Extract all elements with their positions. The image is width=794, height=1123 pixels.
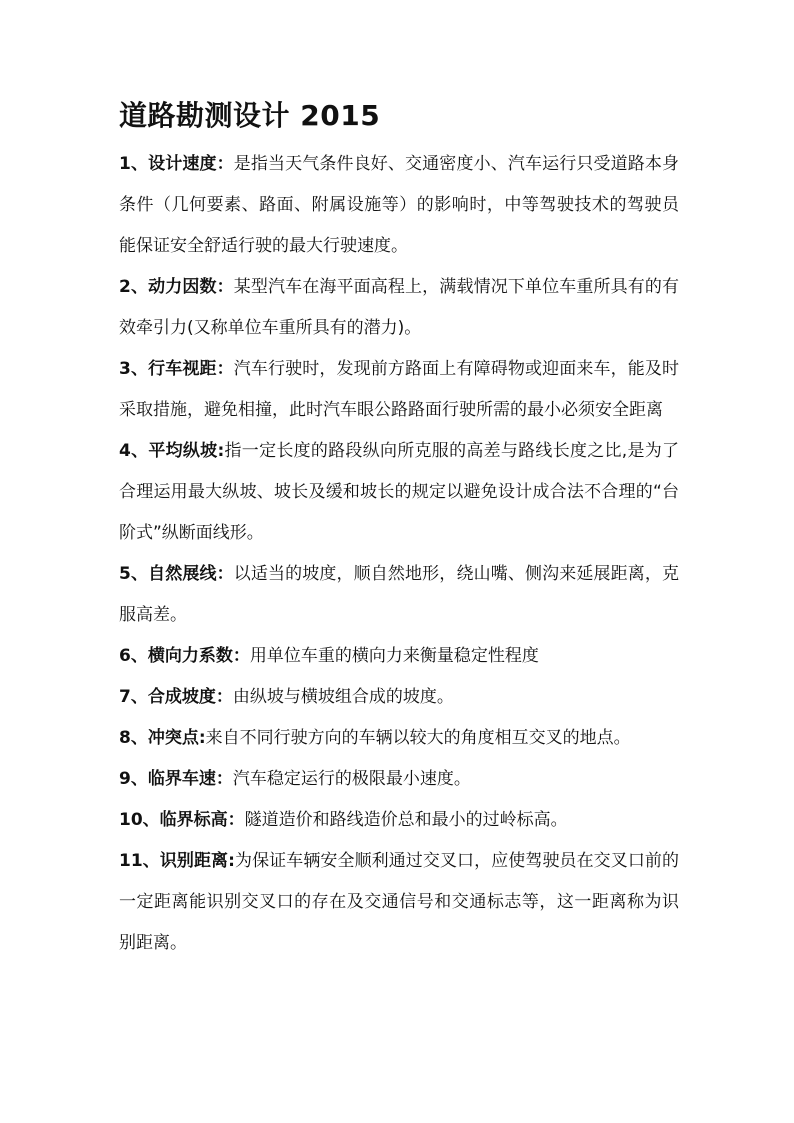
definition-term: 7、合成坡度：	[119, 687, 233, 707]
definition-entry	[119, 636, 679, 677]
definition-term: 2、动力因数：	[119, 277, 234, 297]
definition-term: 10、临界标高：	[119, 810, 245, 830]
definition-entry	[119, 677, 679, 718]
definition-text: 以适当的坡度，顺自然地形，绕山嘴、侧沟来延展距离，克服高差。	[119, 564, 679, 625]
definition-text: 汽车稳定运行的极限最小速度。	[232, 769, 471, 789]
document-title: 道路勘测设计 2015	[119, 99, 381, 132]
definition-text: 由纵坡与横坡组合成的坡度。	[232, 687, 454, 707]
definition-text: 是指当天气条件良好、交通密度小、汽车运行只受道路本身条件（几何要素、路面、附属设施等）的影响时，中等驾驶技术的驾驶员能保证安全舒适行驶的最大行驶速度。	[119, 154, 679, 256]
definition-entry	[119, 349, 679, 431]
definition-term: 9、临界车速：	[119, 769, 233, 789]
definition-entry	[119, 267, 679, 349]
definition-text: 汽车行驶时，发现前方路面上有障碍物或迎面来车，能及时采取措施，避免相撞，此时汽车眼公路路面行驶所需的最小必须安全距离	[119, 359, 679, 420]
document-page	[119, 96, 679, 964]
definition-term: 3、行车视距：	[119, 359, 234, 379]
definition-text: 某型汽车在海平面高程上，满载情况下单位车重所具有的有效牵引力(又称单位车重所具有的潜力)。	[119, 277, 679, 338]
definition-text: 隧道造价和路线造价总和最小的过岭标高。	[244, 810, 568, 830]
definition-entry	[119, 431, 679, 554]
definition-entry	[119, 554, 679, 636]
definition-entry	[119, 841, 679, 964]
definition-term: 6、横向力系数：	[119, 646, 250, 666]
definition-term: 1、设计速度：	[119, 154, 234, 174]
definition-term: 5、自然展线：	[119, 564, 234, 584]
definition-term: 8、冲突点:	[119, 728, 206, 748]
definition-entry	[119, 144, 679, 267]
definition-term: 4、平均纵坡:	[119, 441, 225, 461]
definition-text: 为保证车辆安全顺利通过交叉口，应使驾驶员在交叉口前的一定距离能识别交叉口的存在及交通信号和交通标志等，这一距离称为识别距离。	[119, 851, 679, 953]
definition-term: 11、识别距离:	[119, 851, 235, 871]
definition-text: 指一定长度的路段纵向所克服的高差与路线长度之比,是为了合理运用最大纵坡、坡长及缓和坡长的规定以避免设计成合法不合理的“台阶式”纵断面线形。	[119, 441, 679, 543]
definition-entry	[119, 718, 679, 759]
definition-entry	[119, 800, 679, 841]
definition-text: 来自不同行驶方向的车辆以较大的角度相互交叉的地点。	[205, 728, 631, 748]
definition-entry	[119, 759, 679, 800]
definition-text: 用单位车重的横向力来衡量稳定性程度	[249, 646, 539, 666]
